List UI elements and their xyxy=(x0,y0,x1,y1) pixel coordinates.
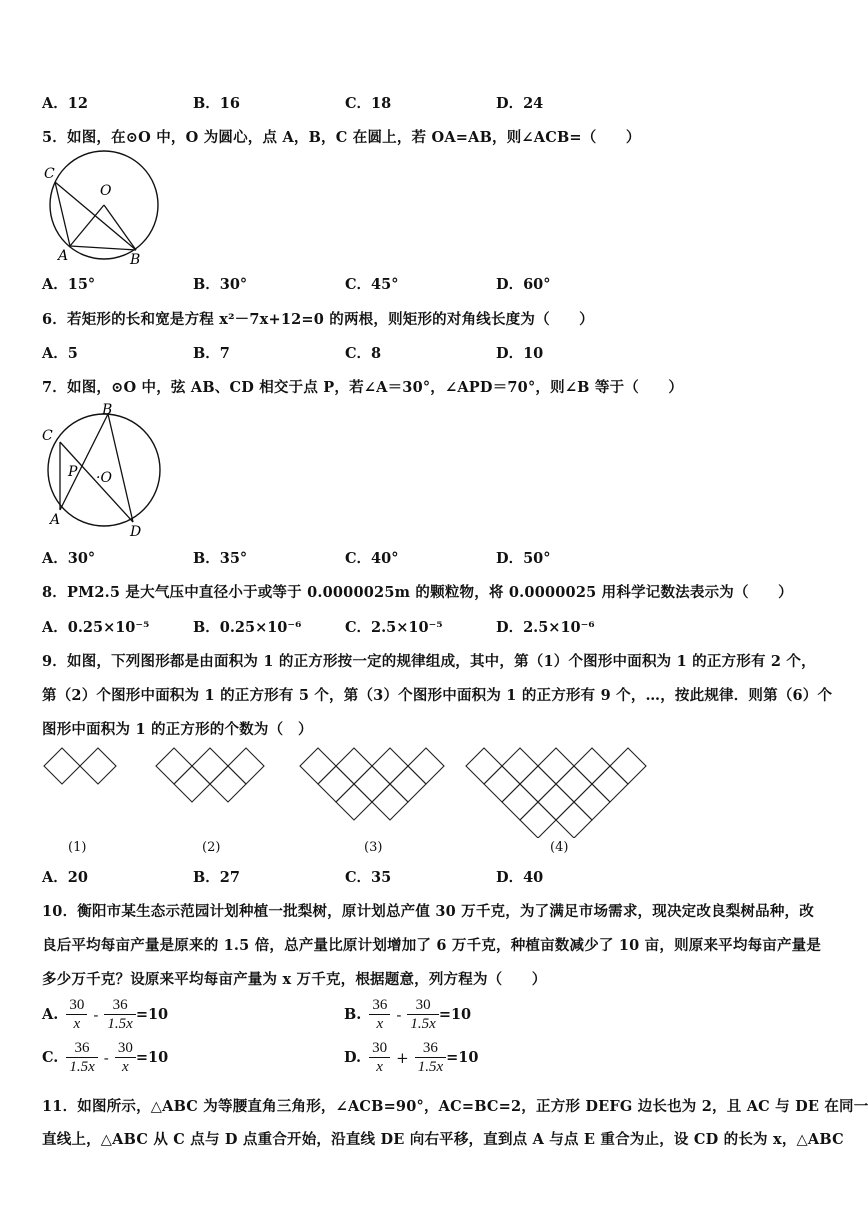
unit-square xyxy=(192,748,228,784)
unit-square xyxy=(372,748,408,784)
q9-option-d: D．40 xyxy=(496,869,544,886)
unit-square xyxy=(520,802,556,838)
q5-option-d: D．60° xyxy=(496,276,551,293)
unit-square xyxy=(354,766,390,802)
q9-caption-4: (4) xyxy=(550,840,569,855)
q9-stem-line-1: 9．如图，下列图形都是由面积为 1 的正方形按一定的规律组成，其中，第（1）个图形中面积为 1 的正方形有 2 个， xyxy=(42,653,816,670)
q9-option-a: A．20 xyxy=(42,869,88,886)
q7-label-a: A xyxy=(50,512,61,528)
q4-option-a: A．12 xyxy=(42,95,88,112)
unit-square xyxy=(538,784,574,820)
q4-option-b: B．16 xyxy=(193,95,240,112)
unit-square xyxy=(174,766,210,802)
q6-option-c: C．8 xyxy=(345,345,382,362)
q6-option-b: B．7 xyxy=(193,345,230,362)
q7-circle-figure xyxy=(38,400,168,542)
q5-option-c: C．45° xyxy=(345,276,399,293)
q10-option-b-operator: - xyxy=(396,1005,402,1024)
q7-option-b: B．35° xyxy=(193,550,248,567)
q10-option-a xyxy=(42,996,168,1033)
q9-option-c: C．35 xyxy=(345,869,392,886)
q10-option-a-label: A. xyxy=(42,1006,59,1023)
unit-square xyxy=(610,748,646,784)
q8-option-c: C．2.5×10⁻⁵ xyxy=(345,619,443,636)
unit-square xyxy=(318,766,354,802)
unit-square xyxy=(210,766,246,802)
unit-square xyxy=(538,748,574,784)
unit-square xyxy=(228,748,264,784)
q5-label-c: C xyxy=(44,166,55,182)
q8-option-a: A．0.25×10⁻⁵ xyxy=(42,619,150,636)
q10-option-a-fraction-2: $\frac{36}{1.5x}$ xyxy=(104,996,135,1033)
q5-label-a: A xyxy=(58,248,69,264)
q10-option-a-rhs: =10 xyxy=(135,1006,169,1023)
q7-label-b: B xyxy=(102,402,113,418)
unit-square xyxy=(156,748,192,784)
q10-option-d-fraction-2: $\frac{36}{1.5x}$ xyxy=(415,1039,446,1076)
q7-label-c: C xyxy=(42,428,53,444)
q9-caption-2: (2) xyxy=(202,840,221,855)
q9-pattern-1 xyxy=(44,748,116,784)
q10-option-c-operator: - xyxy=(103,1048,109,1067)
q5-circle-figure xyxy=(38,150,168,268)
unit-square xyxy=(44,748,80,784)
q10-option-b-rhs: =10 xyxy=(438,1006,472,1023)
q7-option-d: D．50° xyxy=(496,550,551,567)
q10-option-c xyxy=(42,1039,168,1076)
q10-stem-line-1: 10．衡阳市某生态示范园计划种植一批梨树，原计划总产值 30 万千克，为了满足市场需求，现决定改良梨树品种，改 xyxy=(42,903,814,920)
unit-square xyxy=(574,784,610,820)
q9-pattern-3 xyxy=(300,748,444,820)
unit-square xyxy=(390,766,426,802)
q7-label-p: P xyxy=(68,464,78,480)
q10-stem-line-3: 多少万千克？设原来平均每亩产量为 x 万千克，根据题意，列方程为（ ） xyxy=(42,971,547,988)
unit-square xyxy=(300,748,336,784)
unit-square xyxy=(336,748,372,784)
q7-label-o: ·O xyxy=(96,470,112,486)
unit-square xyxy=(574,748,610,784)
q11-stem-line-1: 11．如图所示，△ABC 为等腰直角三角形，∠ACB=90°，AC=BC=2，正方形 DEFG 边长也为 2，且 AC 与 DE 在同一 xyxy=(42,1098,868,1115)
q10-option-a-fraction-1: $\frac{30}{x}$ xyxy=(66,996,87,1033)
q10-option-d-label: D. xyxy=(344,1049,362,1066)
q7-label-d: D xyxy=(130,524,142,540)
unit-square xyxy=(556,802,592,838)
q10-stem-line-2: 良后平均每亩产量是原来的 1.5 倍，总产量比原计划增加了 6 万千克，种植亩数减少了 10 亩，则原来平均每亩产量是 xyxy=(42,937,822,954)
q9-pattern-4 xyxy=(466,748,646,838)
unit-square xyxy=(80,748,116,784)
q5-option-b: B．30° xyxy=(193,276,248,293)
q10-option-d-rhs: =10 xyxy=(446,1049,479,1066)
q5-label-b: B xyxy=(130,252,141,268)
q8-option-d: D．2.5×10⁻⁶ xyxy=(496,619,595,636)
q10-option-d-operator: + xyxy=(396,1048,409,1067)
q9-square-pattern-figure xyxy=(40,742,660,838)
unit-square xyxy=(502,784,538,820)
q6-option-a: A．5 xyxy=(42,345,78,362)
q4-option-d: D．24 xyxy=(496,95,544,112)
q11-stem-line-2: 直线上，△ABC 从 C 点与 D 点重合开始，沿直线 DE 向右平移，直到点 A 与点 E 重合为止，设 CD 的长为 x，△ABC xyxy=(42,1131,844,1148)
q10-option-a-operator: - xyxy=(93,1005,99,1024)
q6-stem: 6．若矩形的长和宽是方程 x²－7x+12=0 的两根，则矩形的对角线长度为（ ） xyxy=(42,311,594,328)
unit-square xyxy=(502,748,538,784)
q10-option-d-fraction-1: $\frac{30}{x}$ xyxy=(369,1039,390,1076)
unit-square xyxy=(556,766,592,802)
q10-option-b-fraction-2: $\frac{30}{1.5x}$ xyxy=(407,996,438,1033)
q7-stem: 7．如图，⊙O 中，弦 AB、CD 相交于点 P，若∠A＝30°，∠APD＝70°，则∠B 等于（ ） xyxy=(42,379,684,396)
q10-option-b xyxy=(344,996,471,1033)
q8-option-b: B．0.25×10⁻⁶ xyxy=(193,619,302,636)
q9-caption-3: (3) xyxy=(364,840,383,855)
q9-pattern-2 xyxy=(156,748,264,802)
unit-square xyxy=(408,748,444,784)
q6-option-d: D．10 xyxy=(496,345,544,362)
q10-option-d xyxy=(344,1039,478,1076)
q9-option-b: B．27 xyxy=(193,869,240,886)
unit-square xyxy=(466,748,502,784)
q10-option-b-label: B. xyxy=(344,1006,362,1023)
q10-option-c-rhs: =10 xyxy=(135,1049,169,1066)
q9-stem-line-2: 第（2）个图形中面积为 1 的正方形有 5 个，第（3）个图形中面积为 1 的正方形有 9 个，…，按此规律．则第（6）个 xyxy=(42,687,833,704)
q7-option-c: C．40° xyxy=(345,550,399,567)
q4-option-c: C．18 xyxy=(345,95,392,112)
q10-option-b-fraction-1: $\frac{36}{x}$ xyxy=(369,996,390,1033)
unit-square xyxy=(520,766,556,802)
q10-option-c-fraction-1: $\frac{36}{1.5x}$ xyxy=(66,1039,97,1076)
q9-stem-line-3: 图形中面积为 1 的正方形的个数为（ ） xyxy=(42,721,313,738)
unit-square xyxy=(592,766,628,802)
unit-square xyxy=(336,784,372,820)
q7-option-a: A．30° xyxy=(42,550,96,567)
q10-option-c-fraction-2: $\frac{30}{x}$ xyxy=(115,1039,136,1076)
q5-option-a: A．15° xyxy=(42,276,96,293)
q9-caption-1: (1) xyxy=(68,840,87,855)
q5-label-o: O xyxy=(100,183,112,199)
q10-option-c-label: C. xyxy=(42,1049,59,1066)
q5-stem: 5．如图，在⊙O 中，O 为圆心，点 A，B，C 在圆上，若 OA=AB，则∠ACB=（ ） xyxy=(42,129,641,146)
unit-square xyxy=(484,766,520,802)
q8-stem: 8．PM2.5 是大气压中直径小于或等于 0.0000025m 的颗粒物，将 0.0000025 用科学记数法表示为（ ） xyxy=(42,584,793,601)
unit-square xyxy=(372,784,408,820)
